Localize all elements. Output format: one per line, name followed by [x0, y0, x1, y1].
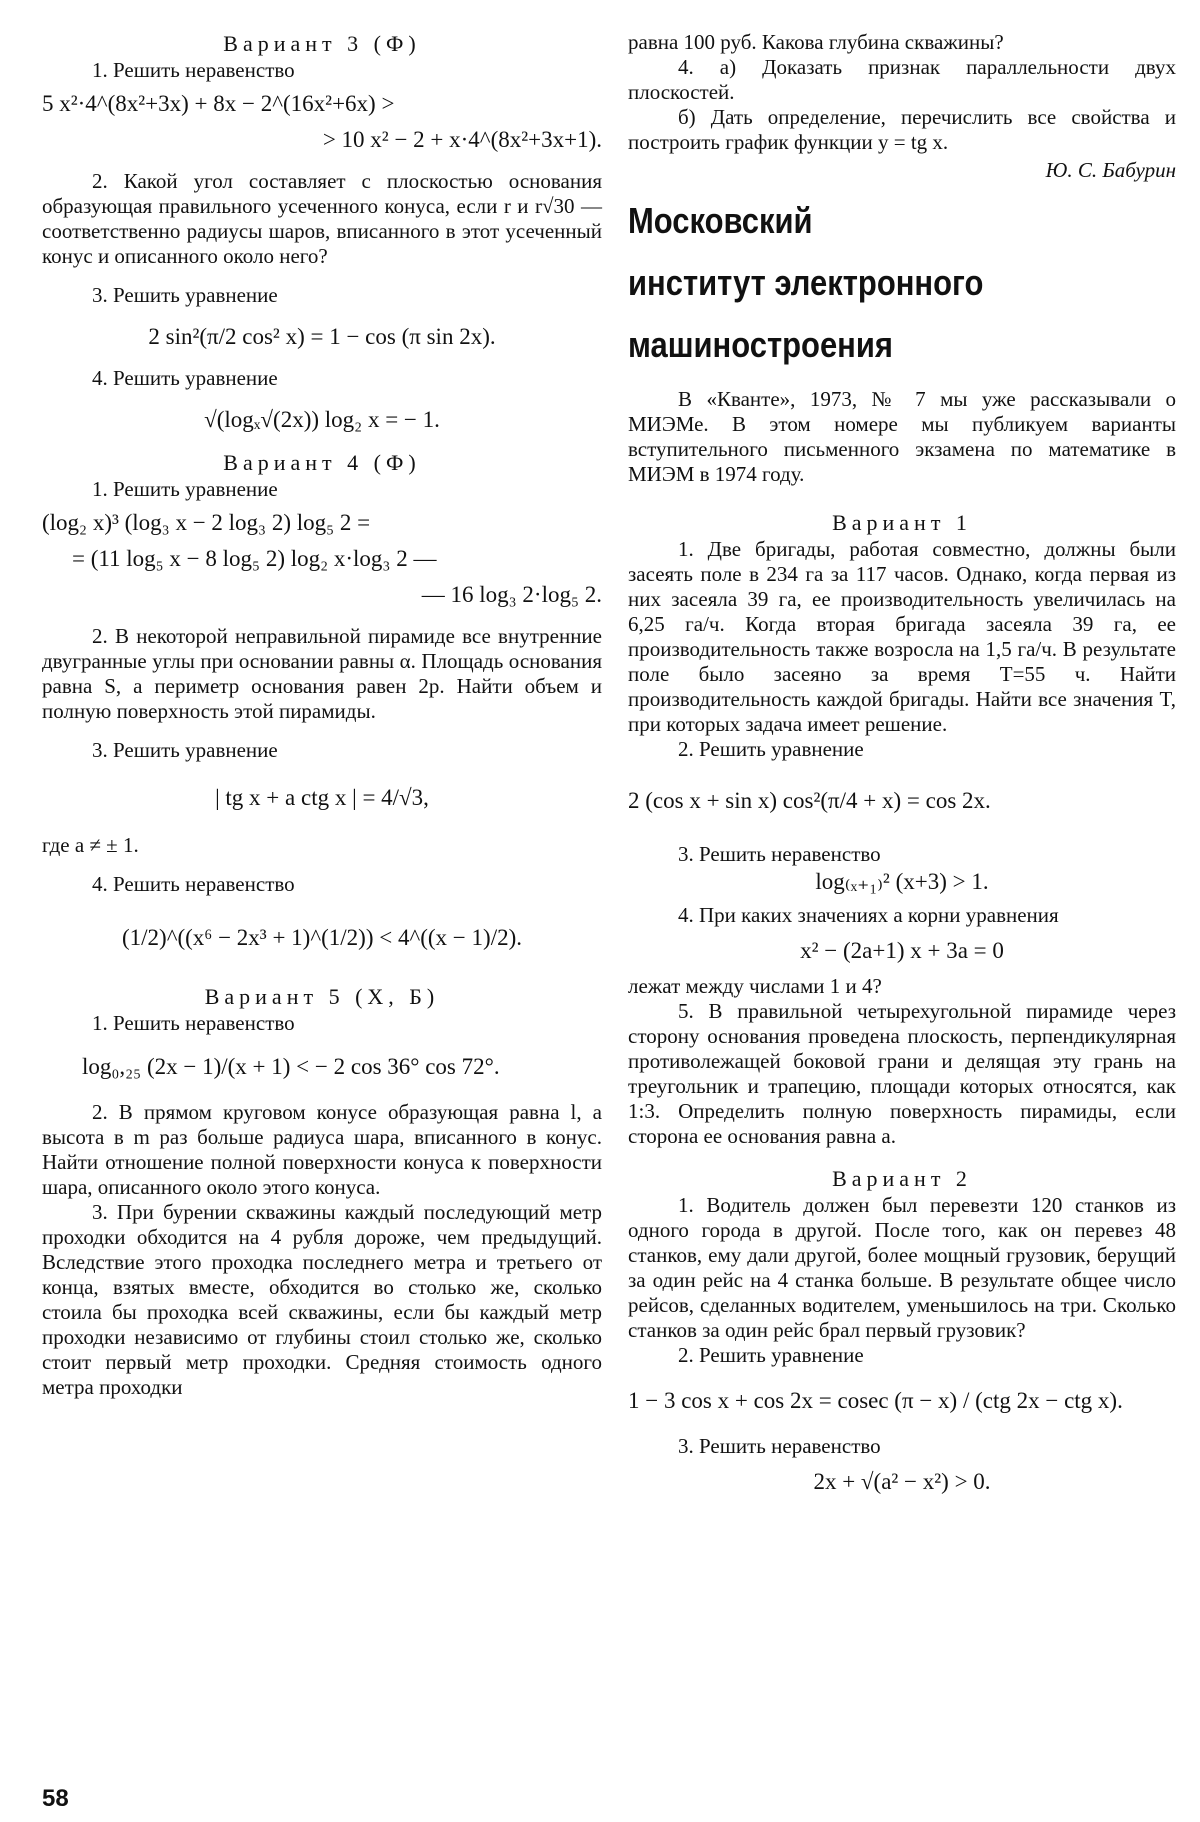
intro-paragraph: В «Кванте», 1973, № 7 мы уже рассказывали о МИЭМе. В этом номере мы публикуем варианты вступительного письменного экзамена по математике в МИЭМ в 1974 году.	[628, 387, 1176, 486]
v4-problem-3-where: где a ≠ ± 1.	[42, 833, 139, 857]
page-number: 58	[42, 1785, 69, 1812]
heading-line-3: машиностроения	[628, 324, 893, 365]
v2-problem-2-formula: 1 − 3 cos x + cos 2x = cosec (π − x) / (ctg 2x − ctg x).	[628, 1388, 1123, 1413]
v1-problem-5: 5. В правильной четырехугольной пирамиде через сторону основания проведена плоскость, перпендикулярная противолежащей боковой грани и делящая эту грань на треугольник и трапецию, площади которых относятся, как 1:3. Определить полную поверхность пирамиды, если сторона ее основания равна a.	[628, 999, 1176, 1148]
v3-problem-4-formula: √(logₓ√(2x)) log₂ x = − 1.	[204, 407, 440, 432]
v5-problem-3: 3. При бурении скважины каждый последующий метр проходки обходится на 4 рубля дороже, чем предыдущий. Вследствие этого проходка последнего метра и третьего от конца, взятых вместе, обходится во столько же, сколько стоила бы проходка всей скважины, если бы каждый метр проходки независимо от глубины стоил столько же, сколько стоит первый метр проходки. Средняя стоимость одного метра проходки	[42, 1200, 602, 1399]
v4-problem-1-label: 1. Решить уравнение	[92, 477, 278, 501]
v5-problem-4b: б) Дать определение, перечислить все свойства и построить график функции y = tg x.	[628, 105, 1176, 154]
v5-problem-1-formula: log₀,₂₅ (2x − 1)/(x + 1) < − 2 cos 36° cos 72°.	[82, 1054, 500, 1079]
v2-problem-3-formula: 2x + √(a² − x²) > 0.	[813, 1469, 991, 1494]
variant-3-title: Вариант 3 (Ф)	[223, 31, 421, 56]
v4-problem-1-formula-2: = (11 log₅ x − 8 log₅ 2) log₂ x·log₃ 2 —	[72, 546, 437, 571]
v1-problem-4-label: 4. При каких значениях a корни уравнения	[678, 903, 1059, 927]
v2-problem-3-label: 3. Решить неравенство	[678, 1434, 881, 1458]
v4-problem-1-formula-1: (log₂ x)³ (log₃ x − 2 log₃ 2) log₅ 2 =	[42, 510, 371, 535]
v3-problem-1-formula-2: > 10 x² − 2 + x·4^(8x²+3x+1).	[322, 127, 602, 152]
heading-line-2: институт электронного	[628, 262, 984, 303]
v1-problem-2-label: 2. Решить уравнение	[678, 737, 864, 761]
v4-problem-1-formula-3: — 16 log₃ 2·log₅ 2.	[421, 582, 602, 607]
section-heading	[628, 193, 1176, 373]
v4-problem-4-label: 4. Решить неравенство	[92, 872, 295, 896]
v3-problem-4-label: 4. Решить уравнение	[92, 366, 278, 390]
v4-problem-3-label: 3. Решить уравнение	[92, 738, 278, 762]
v1-problem-3-label: 3. Решить неравенство	[678, 842, 881, 866]
v3-problem-1-formula-1: 5 x²·4^(8x²+3x) + 8x − 2^(16x²+6x) >	[42, 91, 395, 116]
variant-2-title: Вариант 2	[832, 1166, 972, 1191]
v2-problem-2-label: 2. Решить уравнение	[678, 1343, 864, 1367]
v3-problem-2: 2. Какой угол составляет с плоскостью основания образующая правильного усеченного конуса, если r и r√30 — соответственно радиусы шаров, вписанного в этот усеченный конус и описанного около него?	[42, 169, 602, 268]
v3-problem-1-label: 1. Решить неравенство	[92, 58, 295, 82]
v1-problem-3-formula: log₍ₓ₊₁₎² (x+3) > 1.	[815, 869, 989, 894]
v5-problem-2: 2. В прямом круговом конусе образующая равна l, а высота в m раз больше радиуса шара, вписанного в конус. Найти отношение полной поверхности конуса к поверхности шара, описанного около этого конуса.	[42, 1100, 602, 1199]
v3-problem-3-formula: 2 sin²(π/2 cos² x) = 1 − cos (π sin 2x).	[148, 324, 496, 349]
v4-problem-4-formula: (1/2)^((x⁶ − 2x³ + 1)^(1/2)) < 4^((x − 1)/2).	[121, 925, 522, 950]
right-column	[628, 30, 1176, 1505]
v5-problem-3-continuation: равна 100 руб. Какова глубина скважины?	[628, 30, 1004, 54]
heading-line-1: Московский	[628, 200, 813, 241]
v4-problem-2: 2. В некоторой неправильной пирамиде все внутренние двугранные углы при основании равны α. Площадь основания равна S, а периметр основания равен 2p. Найти объем и полную поверхность этой пирамиды.	[42, 624, 602, 723]
v1-problem-4-formula: x² − (2a+1) x + 3a = 0	[800, 938, 1004, 963]
variant-1-title: Вариант 1	[832, 510, 972, 535]
variant-5-title: Вариант 5 (Х, Б)	[204, 984, 440, 1009]
v1-problem-1: 1. Две бригады, работая совместно, должны были засеять поле в 234 га за 117 часов. Однако, когда первая из них засеяла 39 га, ее производительность увеличилась на 6,25 га/ч. Когда вторая бригада засеяла 39 га, ее производительность также возросла на 1,5 га/ч. В результате поле было засеяно за время T=55 ч. Найти производительность каждой бригады. Найти все значения T, при которых задача имеет решение.	[628, 537, 1176, 736]
v2-problem-1: 1. Водитель должен был перевезти 120 станков из одного города в другой. После того, как он перевез 48 станков, ему дали другой, более мощный грузовик, берущий за один рейс на 4 станка больше. В результате общее число рейсов, сделанных водителем, уменьшилось на три. Сколько станков за один рейс брал первый грузовик?	[628, 1193, 1176, 1342]
variant-4-title: Вариант 4 (Ф)	[223, 450, 421, 475]
v4-problem-3-formula: | tg x + a ctg x | = 4/√3,	[215, 785, 429, 810]
v1-problem-4-end: лежат между числами 1 и 4?	[628, 974, 882, 998]
v3-problem-3-label: 3. Решить уравнение	[92, 283, 278, 307]
v1-problem-2-formula: 2 (cos x + sin x) cos²(π/4 + x) = cos 2x.	[628, 788, 991, 813]
v5-problem-1-label: 1. Решить неравенство	[92, 1011, 295, 1035]
v5-problem-4a: 4. а) Доказать признак параллельности двух плоскостей.	[628, 55, 1176, 104]
author-signature: Ю. С. Бабурин	[1045, 158, 1176, 182]
left-column	[42, 30, 602, 1400]
